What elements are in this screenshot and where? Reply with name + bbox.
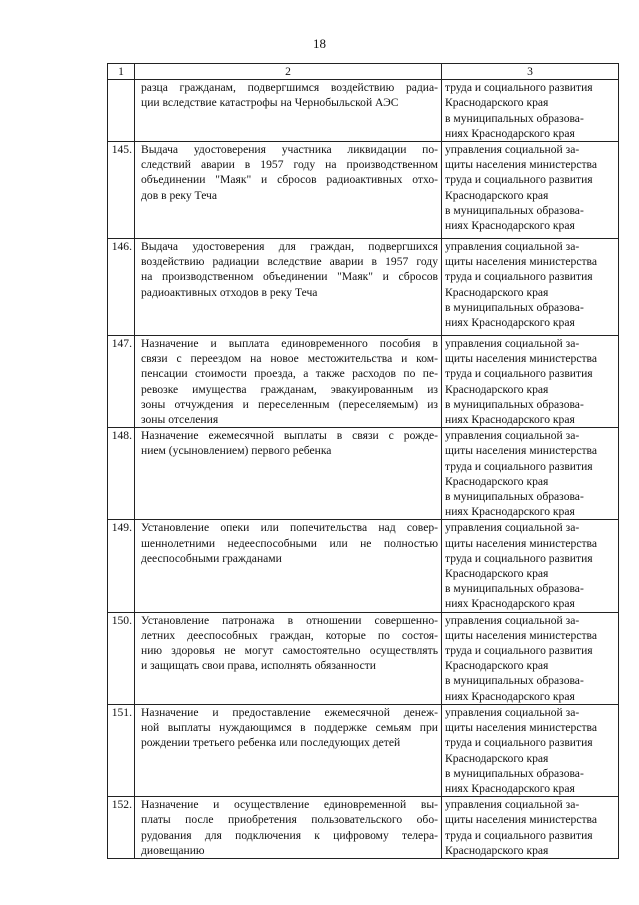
- responsible-authority: [442, 704, 619, 796]
- responsible-authority: [442, 239, 619, 336]
- column-header-number: 1: [108, 64, 135, 80]
- row-number: 148.: [108, 428, 135, 520]
- authority-line: управления социальной за-: [445, 337, 580, 351]
- table-row: [108, 797, 619, 859]
- service-description: [135, 612, 442, 704]
- responsible-authority: [442, 520, 619, 612]
- authority-line: труда и социального развития: [445, 367, 593, 381]
- table-row: [108, 80, 619, 142]
- authority-line: в муниципальных образова-: [445, 203, 584, 217]
- authority-line: труда и социального развития: [445, 459, 593, 473]
- authority-line: труда и социального развития: [445, 736, 593, 750]
- description-line: рождении третьего ребенка или последующих детей: [141, 736, 401, 750]
- description-line: Выдача удостоверения для граждан, подвергшихся: [141, 240, 438, 254]
- authority-line: ниях Краснодарского края: [445, 505, 575, 519]
- row-number: 151.: [108, 704, 135, 796]
- authority-line: щиты населения министерства: [445, 721, 598, 735]
- service-description: [135, 520, 442, 612]
- authority-line: труда и социального развития: [445, 828, 593, 842]
- authority-line: Краснодарского края: [445, 567, 549, 581]
- table-header-row: [108, 64, 619, 80]
- authority-line: щиты населения министерства: [445, 158, 598, 172]
- responsible-authority: [442, 142, 619, 239]
- description-line: нию здоровья не могут самостоятельно осуществлять: [141, 644, 438, 658]
- row-number: 152.: [108, 797, 135, 859]
- column-header-service: 2: [135, 64, 442, 80]
- responsible-authority: [442, 80, 619, 142]
- description-line: летних дееспособных граждан, которые по состоя-: [141, 628, 438, 642]
- row-number: 150.: [108, 612, 135, 704]
- description-line: следствий аварии в 1957 году на производственном: [141, 158, 438, 172]
- authority-line: ниях Краснодарского края: [445, 597, 575, 611]
- authority-line: управления социальной за-: [445, 798, 580, 812]
- authority-line: в муниципальных образова-: [445, 490, 584, 504]
- authority-line: ниях Краснодарского края: [445, 413, 575, 427]
- authority-line: ниях Краснодарского края: [445, 781, 575, 795]
- authority-line: Краснодарского края: [445, 474, 549, 488]
- authority-line: в муниципальных образова-: [445, 766, 584, 780]
- authority-line: труда и социального развития: [445, 81, 593, 95]
- row-number: 147.: [108, 336, 135, 428]
- description-line: платы после приобретения пользовательского обо-: [141, 813, 438, 827]
- authority-line: управления социальной за-: [445, 240, 580, 254]
- authority-line: щиты населения министерства: [445, 813, 598, 827]
- table-row: [108, 428, 619, 520]
- authority-line: труда и социального развития: [445, 551, 593, 565]
- description-line: нием (усыновлением) первого ребенка: [141, 444, 332, 458]
- responsible-authority: [442, 612, 619, 704]
- service-description: [135, 239, 442, 336]
- authority-line: ниях Краснодарского края: [445, 219, 575, 233]
- page-number: 18: [313, 36, 326, 51]
- authority-line: управления социальной за-: [445, 143, 580, 157]
- authority-line: управления социальной за-: [445, 613, 580, 627]
- authority-line: в муниципальных образова-: [445, 674, 584, 688]
- description-line: разца гражданам, подвергшимся воздействию радиа-: [141, 81, 438, 95]
- description-line: на производственном объединении "Маяк" и сбросов: [141, 270, 438, 284]
- authority-line: в муниципальных образова-: [445, 582, 584, 596]
- authority-line: Краснодарского края: [445, 285, 549, 299]
- table-row: [108, 336, 619, 428]
- description-line: связи с переездом на новое местожительства и ком-: [141, 352, 438, 366]
- authority-line: труда и социального развития: [445, 270, 593, 284]
- description-line: и защищать свои права, исполнять обязанности: [141, 659, 376, 673]
- service-description: [135, 797, 442, 859]
- authority-line: управления социальной за-: [445, 705, 580, 719]
- authority-line: Краснодарского края: [445, 751, 549, 765]
- authority-line: щиты населения министерства: [445, 628, 598, 642]
- table-row: [108, 520, 619, 612]
- authority-line: щиты населения министерства: [445, 352, 598, 366]
- description-line: Назначение и выплата единовременного пособия в: [141, 337, 438, 351]
- row-number: 146.: [108, 239, 135, 336]
- authority-line: труда и социального развития: [445, 173, 593, 187]
- description-line: дееспособными гражданами: [141, 551, 282, 565]
- authority-line: щиты населения министерства: [445, 536, 598, 550]
- services-table: [107, 63, 619, 859]
- responsible-authority: [442, 797, 619, 859]
- service-description: [135, 336, 442, 428]
- service-description: [135, 80, 442, 142]
- description-line: дов в реку Теча: [141, 188, 218, 202]
- row-number: [108, 80, 135, 142]
- description-line: Назначение и осуществление единовременной вы-: [141, 798, 438, 812]
- description-line: пенсации стоимости проезда, а также расходов по пе-: [141, 367, 438, 381]
- authority-line: управления социальной за-: [445, 429, 580, 443]
- service-description: [135, 428, 442, 520]
- description-line: ревозке имущества гражданам, эвакуированным из: [141, 382, 438, 396]
- description-line: зоны отчуждения и переселенным (переселяемым) из: [141, 397, 438, 411]
- table-row: [108, 239, 619, 336]
- description-line: объединении "Маяк" и сбросов радиоактивных отхо-: [141, 173, 438, 187]
- row-number: 145.: [108, 142, 135, 239]
- description-line: Выдача удостоверения участника ликвидации по-: [141, 143, 438, 157]
- authority-line: управления социальной за-: [445, 521, 580, 535]
- authority-line: в муниципальных образова-: [445, 300, 584, 314]
- description-line: диовещанию: [141, 843, 205, 857]
- authority-line: щиты населения министерства: [445, 444, 598, 458]
- authority-line: в муниципальных образова-: [445, 397, 584, 411]
- description-line: рудования для подключения к цифровому телера-: [141, 828, 438, 842]
- description-line: Назначение ежемесячной выплаты в связи с рожде-: [141, 429, 438, 443]
- table-row: [108, 142, 619, 239]
- description-line: зоны отселения: [141, 413, 219, 427]
- authority-line: ниях Краснодарского края: [445, 126, 575, 140]
- table-row: [108, 612, 619, 704]
- authority-line: Краснодарского края: [445, 382, 549, 396]
- authority-line: Краснодарского края: [445, 188, 549, 202]
- service-description: [135, 142, 442, 239]
- service-description: [135, 704, 442, 796]
- authority-line: Краснодарского края: [445, 659, 549, 673]
- description-line: Назначение и предоставление ежемесячной денеж-: [141, 705, 438, 719]
- responsible-authority: [442, 428, 619, 520]
- column-header-authority: 3: [442, 64, 619, 80]
- table-row: [108, 704, 619, 796]
- authority-line: в муниципальных образова-: [445, 111, 584, 125]
- description-line: ции вследствие катастрофы на Чернобыльской АЭС: [141, 96, 399, 110]
- row-number: 149.: [108, 520, 135, 612]
- description-line: ной выплаты нуждающимся в поддержке семьям при: [141, 721, 438, 735]
- authority-line: ниях Краснодарского края: [445, 689, 575, 703]
- responsible-authority: [442, 336, 619, 428]
- authority-line: Краснодарского края: [445, 96, 549, 110]
- authority-line: труда и социального развития: [445, 644, 593, 658]
- authority-line: щиты населения министерства: [445, 255, 598, 269]
- description-line: радиоактивных отходов в реку Теча: [141, 285, 318, 299]
- description-line: шеннолетними недееспособными или не полностью: [141, 536, 438, 550]
- authority-line: ниях Краснодарского края: [445, 316, 575, 330]
- description-line: воздействию радиации вследствие аварии в 1957 году: [141, 255, 438, 269]
- description-line: Установление опеки или попечительства над совер-: [141, 521, 438, 535]
- authority-line: Краснодарского края: [445, 843, 549, 857]
- description-line: Установление патронажа в отношении совершенно-: [141, 613, 438, 627]
